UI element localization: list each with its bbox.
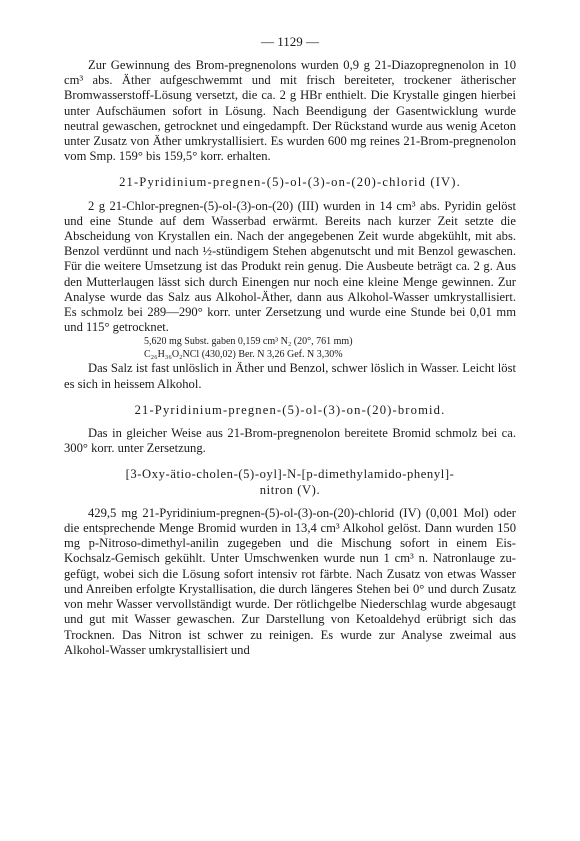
paragraph-compound-v: 429,5 mg 21-Pyridinium-pregnen-(5)-ol-(3)-on-(20)-chlorid (IV) (0,001 Mol) oder die entsprechende Menge Bromid wurden in 13,4 cm³ Alkohol gelöst. Dann wurden 150 mg p-Nitroso-dimethyl-anilin zugegeben und die Mischung sofort in einem Eis-Kochsalz-Gemisch gekühlt. Unter Umschwenken wurde nun 1 cm³ n. Natronlauge zugefügt, wobei sich die Lösung sofort intensiv rot färbte. Nach Zusatz von etwas Wasser und Anreiben erfolgte Krystallisation, die durch längeres Stehen bei 0° und durch Zusatz von mehr Wasser vervollständigt wurde. Der rötlichgelbe Niederschlag wurde abgesaugt und gut mit Wasser gewaschen. Zur Darstellung von Ketoaldehyd erübrigt sich das Trocknen. Das Nitron ist schwer zu reinigen. Es wurde zur Analyse zweimal aus Alkohol-Wasser umkrystallisiert und: [64, 505, 516, 657]
analysis-line-2: C₂₆H₃₆O₂NCl (430,02) Ber. N 3,26 Gef. N 3,30%: [144, 349, 343, 361]
heading-bromid: 21-Pyridinium-pregnen-(5)-ol-(3)-on-(20)-bromid.: [134, 402, 446, 417]
heading-compound-iv: 21-Pyridinium-pregnen-(5)-ol-(3)-on-(20)-chlorid (IV).: [119, 175, 461, 190]
heading-compound-v-line2: nitron (V).: [259, 482, 321, 497]
paragraph-compound-iv-end: Das Salz ist fast unlöslich in Äther und Benzol, schwer löslich in Wasser. Leicht löst es sich in heissem Alkohol.: [64, 361, 516, 391]
page-number: — 1129 —: [260, 34, 320, 49]
paragraph-brom-pregnenolon: Zur Gewinnung des Brom-pregnenolons wurden 0,9 g 21-Diazopregnenolon in 10 cm³ abs. Äther aufgeschwemmt und mit frisch bereiteter, trockener ätherischer Bromwasserstoff-Lösung versetzt, die ca. 2 g HBr enthielt. Die Krystalle gingen hierbei unter Aufschäumen sofort in Lösung. Nach Beendigung der Gasentwicklung wurde neutral gewaschen, getrocknet und eingedampft. Der Rückstand wurde aus wenig Aceton unter Zusatz von Äther umkrystallisiert. Es wurden 600 mg reines 21-Brom-pregnenolon vom Smp. 159° bis 159,5° korr. erhalten.: [64, 58, 516, 164]
heading-compound-v: [64, 467, 516, 497]
document-page: [64, 34, 516, 658]
paragraph-compound-iv: 2 g 21-Chlor-pregnen-(5)-ol-(3)-on-(20) (III) wurden in 14 cm³ abs. Pyridin gelöst und eine Stunde auf dem Wasserbad erwärmt. Bereits nach kurzer Zeit setzte die Abscheidung von Krystallen ein. Nach der angegebenen Zeit wurde abgekühlt, mit abs. Benzol verdünnt und nach ½-stündigem Stehen abgenutscht und mit Benzol gewaschen. Für die weitere Umsetzung ist das Produkt rein genug. Die Ausbeute beträgt ca. 2 g. Aus den Mutterlaugen lässt sich durch Einengen nur noch eine kleine Menge gewinnen. Zur Analyse wurde das Salz aus Alkohol-Äther, dann aus Alkohol-Wasser umkrystallisiert. Es schmolz bei 289—290° korr. unter Zersetzung und wurde eine Stunde bei 0,01 mm und 115° getrocknet.: [64, 198, 516, 335]
heading-compound-v-line1: [3-Oxy-ätio-cholen-(5)-oyl]-N-[p-dimethylamido-phenyl]-: [125, 467, 455, 482]
paragraph-bromid: Das in gleicher Weise aus 21-Brom-pregnenolon bereitete Bromid schmolz bei ca. 300° korr. unter Zersetzung.: [64, 426, 516, 456]
analysis-line-1: 5,620 mg Subst. gaben 0,159 cm³ N₂ (20°, 761 mm): [144, 336, 353, 348]
